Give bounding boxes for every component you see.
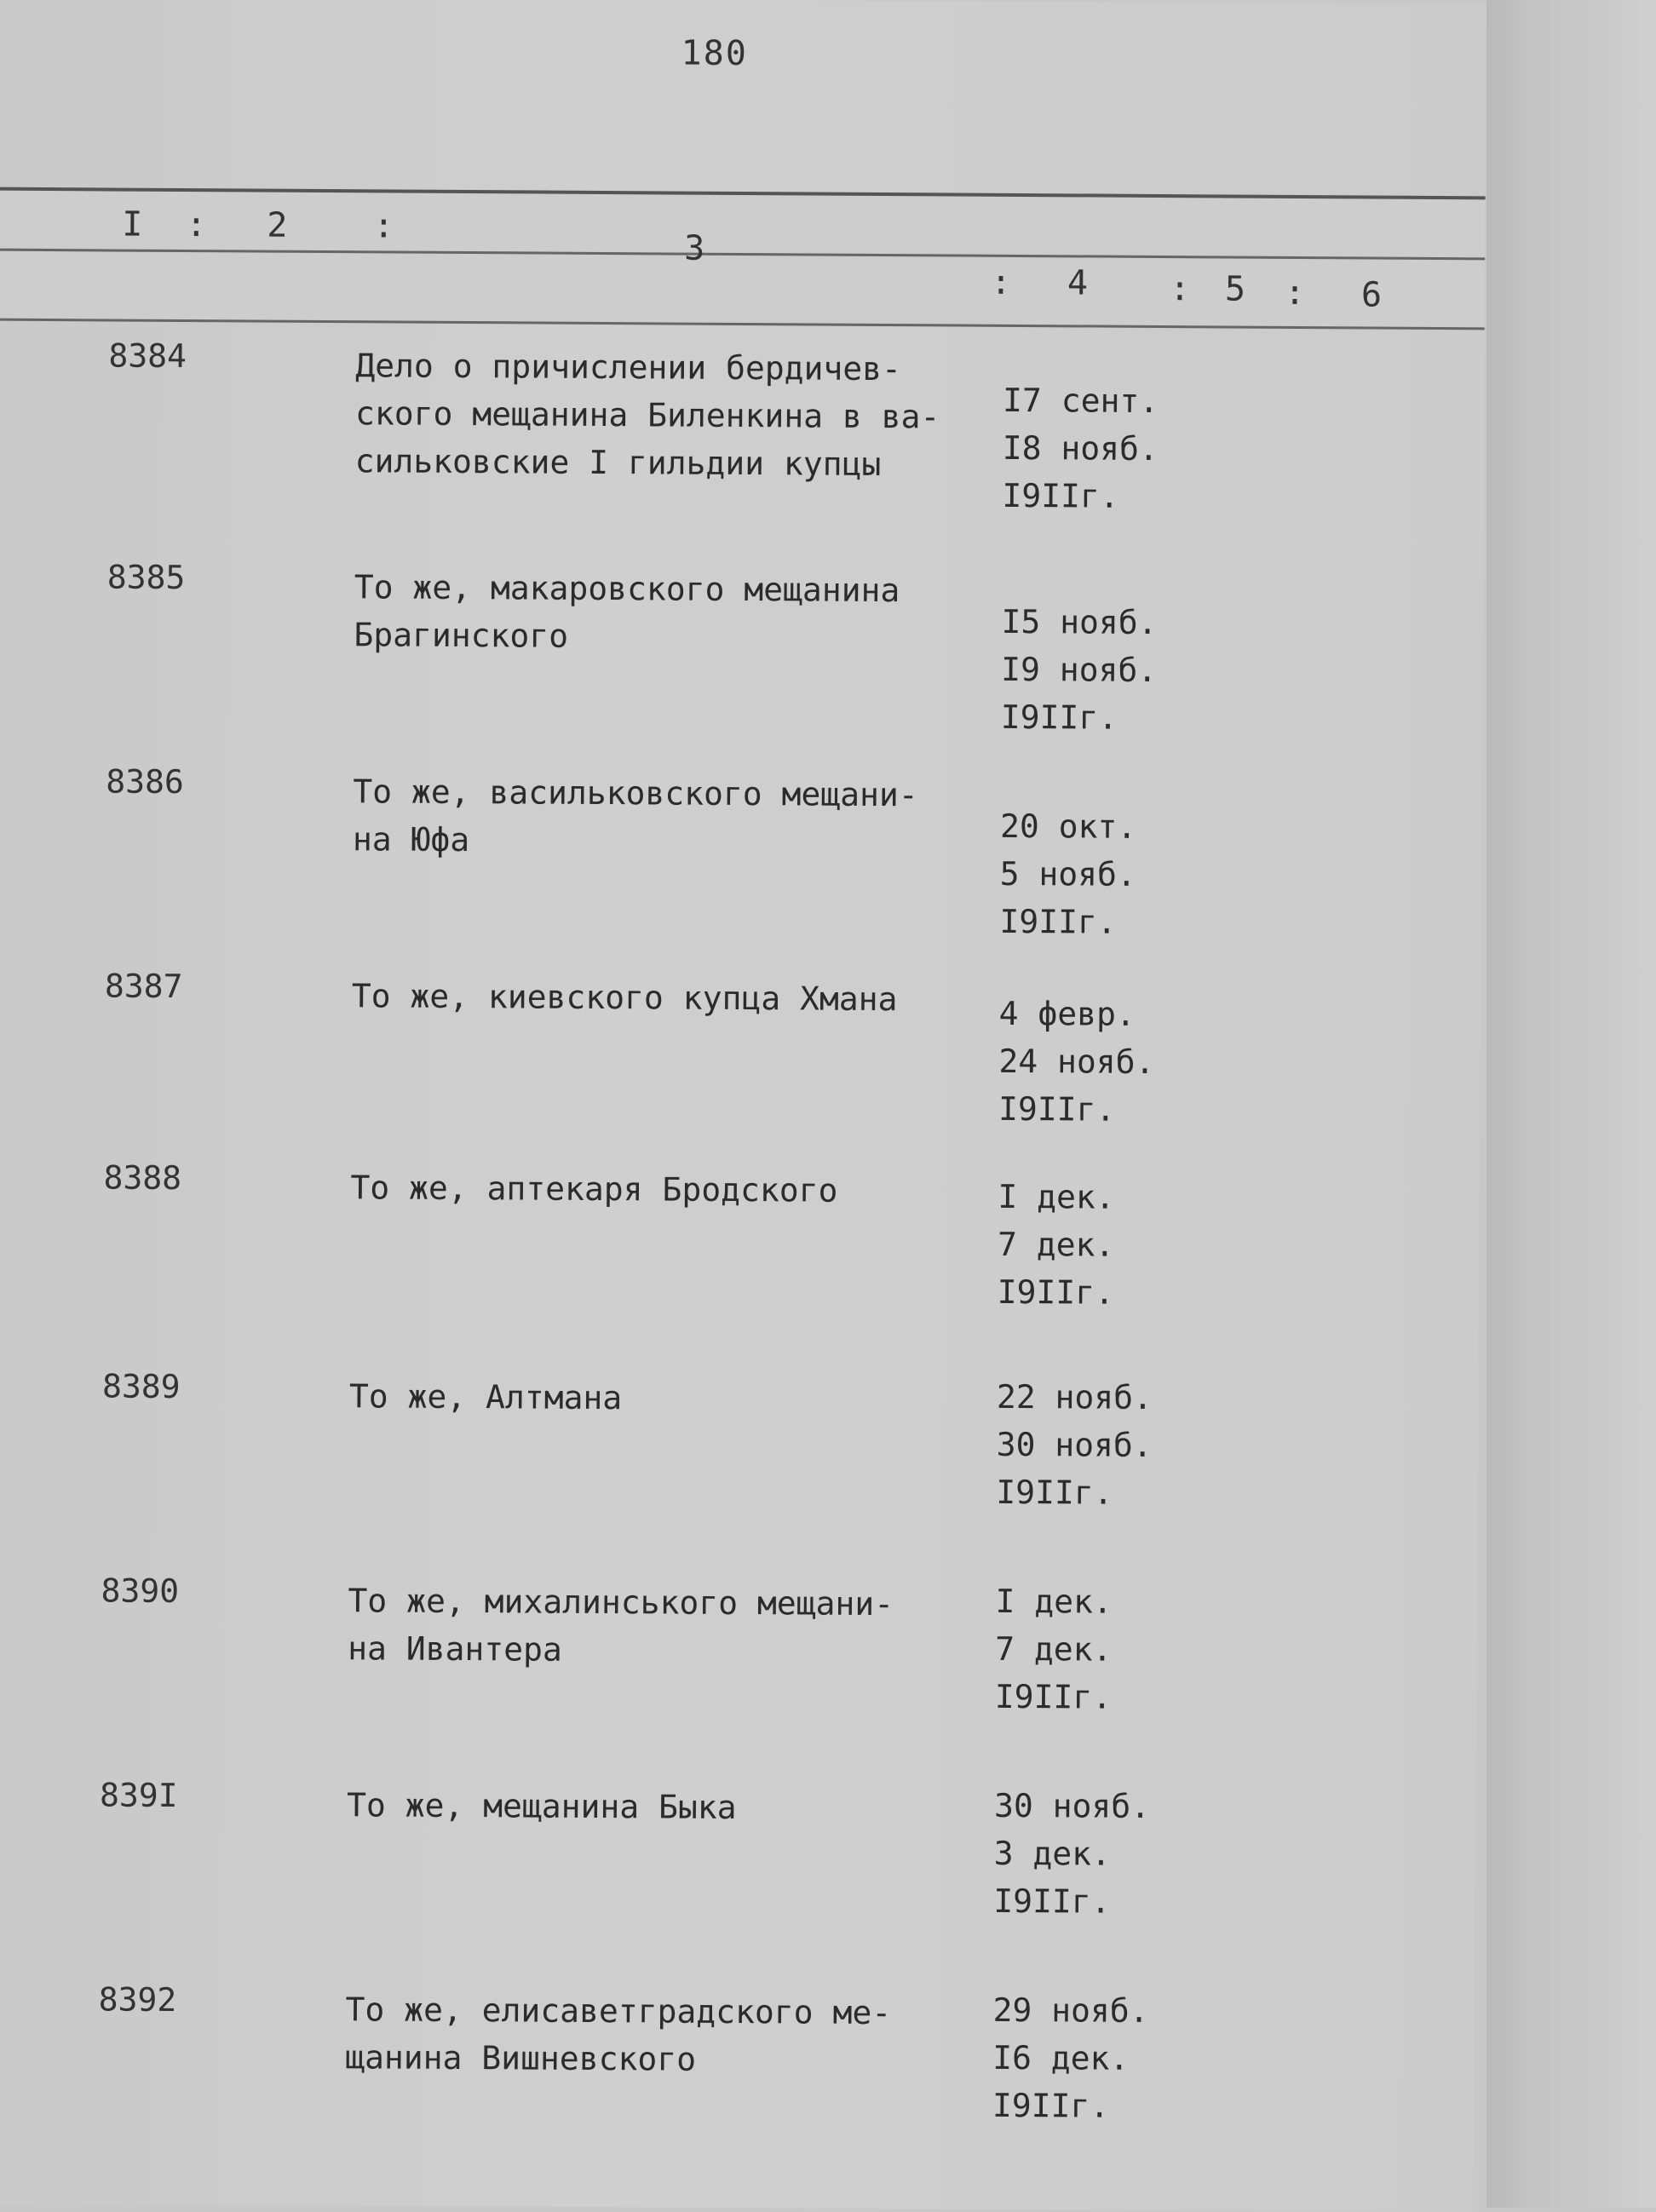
date-year: I9IIг.: [997, 1273, 1115, 1312]
date-end: 30 нояб.: [996, 1425, 1153, 1464]
table-row: [0, 762, 1481, 951]
record-number: 8387: [104, 967, 183, 1006]
record-dates: [993, 1782, 1150, 1926]
header-col-1: I: [122, 204, 143, 244]
record-title: То же, макаровского мещанина Брагинского: [354, 568, 900, 655]
record-number: 8384: [108, 336, 187, 376]
record-number: 8392: [98, 1980, 177, 2019]
date-end: I9 нояб.: [1001, 650, 1158, 689]
record-number: 8386: [106, 762, 185, 801]
header-col-2: 2: [267, 205, 288, 245]
record-number: 8389: [101, 1367, 181, 1405]
date-end: 3 дек.: [993, 1834, 1112, 1873]
header-sep: :: [1169, 269, 1191, 309]
table-row: [0, 1571, 1477, 1760]
page-edge: [1486, 0, 1656, 2208]
date-start: 4 февр.: [998, 994, 1136, 1033]
record-dates: [995, 1577, 1113, 1721]
header-col-5: 5: [1224, 269, 1246, 309]
date-year: I9IIг.: [994, 1677, 1113, 1716]
page-number: 180: [681, 33, 749, 74]
record-number: 8388: [103, 1158, 182, 1197]
table-row: [0, 558, 1483, 746]
header-sep: :: [990, 262, 1012, 302]
record-number: 839I: [99, 1776, 178, 1814]
date-start: I7 сент.: [1003, 381, 1159, 420]
record-dates: [1001, 598, 1158, 742]
record-title: То же, аптекаря Бродского: [350, 1169, 838, 1209]
table-row: [0, 1776, 1475, 1964]
date-year: I9IIг.: [996, 1473, 1113, 1512]
header-col-4: 4: [1067, 263, 1089, 303]
date-end: I6 дек.: [992, 2038, 1130, 2077]
date-start: I5 нояб.: [1001, 602, 1158, 641]
date-end: 7 дек.: [995, 1629, 1113, 1669]
header-col-6: 6: [1360, 275, 1383, 315]
record-title: То же, васильковского мещани- на Юфа: [352, 773, 918, 859]
header-sep: :: [373, 206, 394, 246]
record-title: То же, елисаветградского ме- щанина Вишневского: [345, 1991, 892, 2078]
record-title: То же, Алтмана: [348, 1377, 623, 1417]
record-title: То же, мещанина Быка: [346, 1786, 737, 1826]
date-year: I9IIг.: [993, 1882, 1111, 1921]
date-year: I9IIг.: [998, 1089, 1116, 1129]
table-header: [0, 187, 1486, 330]
record-title: То же, михалинського мещани- на Ивантера: [348, 1582, 894, 1669]
date-year: I9IIг.: [999, 902, 1117, 941]
table-row: [0, 336, 1485, 525]
date-start: 30 нояб.: [993, 1786, 1151, 1825]
date-start: I дек.: [998, 1177, 1115, 1216]
record-dates: [999, 802, 1136, 946]
header-sep: :: [1284, 273, 1306, 313]
date-end: I8 нояб.: [1002, 428, 1159, 468]
date-year: I9IIг.: [1000, 698, 1118, 737]
record-title: Дело о причислении бердичев- ского мещанина Биленкина в ва- сильковские I гильдии купцы: [354, 347, 940, 483]
record-dates: [998, 990, 1155, 1134]
date-start: I дек.: [995, 1582, 1113, 1621]
date-end: 7 дек.: [997, 1225, 1115, 1264]
date-start: 29 нояб.: [992, 1991, 1149, 2030]
record-title: То же, киевского купца Хмана: [351, 977, 898, 1019]
record-dates: [998, 1173, 1115, 1317]
record-number: 8390: [101, 1571, 180, 1610]
header-sep: :: [186, 205, 207, 245]
record-number: 8385: [106, 558, 186, 597]
date-start: 20 окт.: [999, 807, 1137, 846]
date-start: 22 нояб.: [996, 1377, 1153, 1416]
table-row: [0, 1980, 1475, 2169]
record-dates: [996, 1373, 1153, 1517]
table-row: [0, 1367, 1478, 1555]
header-col-3: 3: [684, 228, 705, 268]
record-dates: [992, 1986, 1149, 2130]
header-divider: [0, 249, 1485, 261]
table-row: [0, 967, 1481, 1155]
date-year: I9IIг.: [992, 2086, 1110, 2125]
date-year: I9IIг.: [1002, 476, 1119, 515]
date-end: 24 нояб.: [998, 1042, 1155, 1081]
table-row: [0, 1158, 1480, 1347]
date-end: 5 нояб.: [999, 854, 1137, 893]
record-dates: [1002, 376, 1159, 520]
